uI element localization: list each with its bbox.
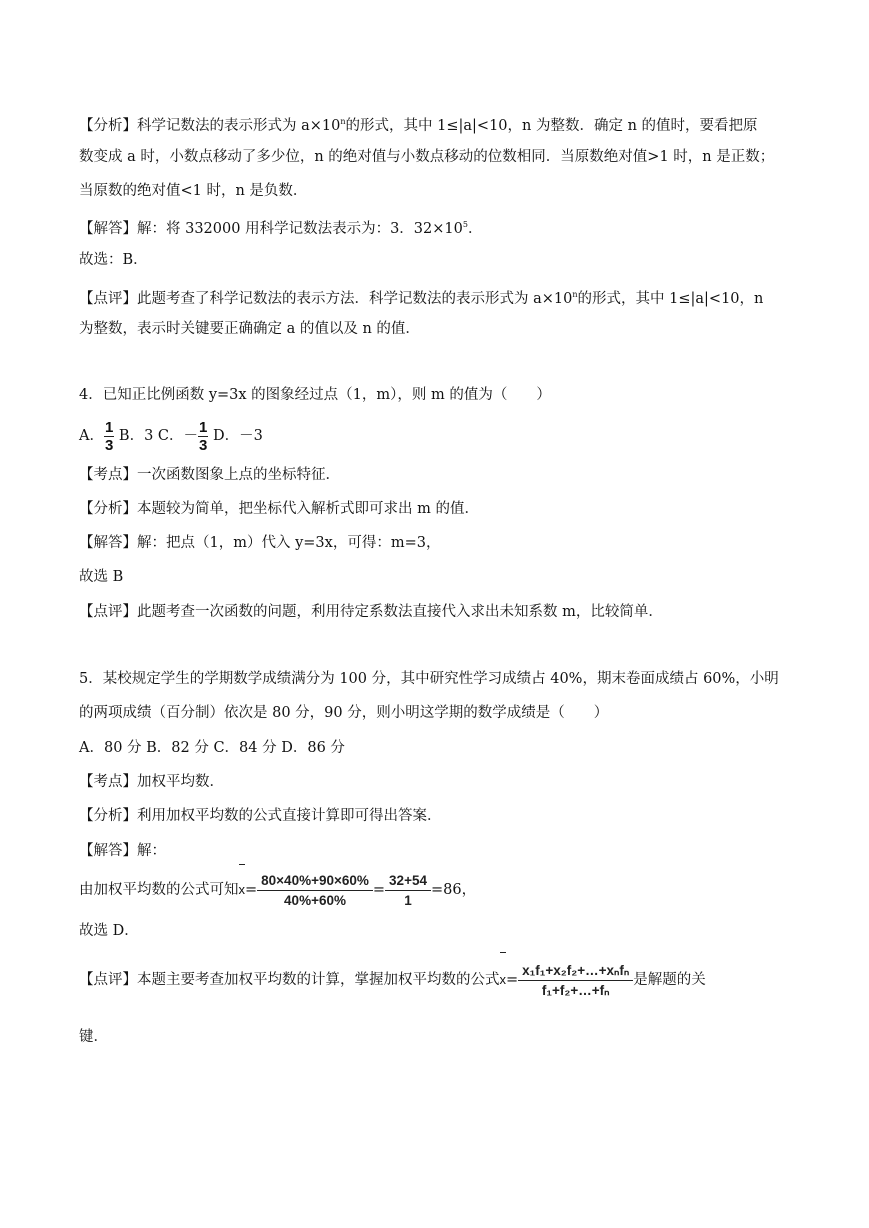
- weighted-mean-general-formula: [518, 963, 633, 998]
- q4-analysis: 【分析】本题较为简单，把坐标代入解析式即可求出 m 的值．: [79, 501, 479, 517]
- q5-formula-line: [79, 870, 476, 910]
- q3-answer: 故选：B．: [79, 252, 148, 268]
- weighted-mean-fraction: [257, 873, 373, 908]
- superscript-n: n: [572, 290, 578, 299]
- q5-comment-line2: 键．: [79, 1029, 108, 1045]
- simplified-fraction: [385, 873, 431, 908]
- q5-options: A．80 分 B．82 分 C．84 分 D．86 分: [79, 740, 345, 756]
- q5-comment-text: 【点评】本题主要考查加权平均数的计算，掌握加权平均数的公式: [79, 972, 500, 988]
- q4-answer: 故选 B: [79, 569, 124, 585]
- option-d-label: D．－3: [208, 428, 263, 444]
- q3-solution: [79, 215, 482, 239]
- q4-stem: 4．已知正比例函数 y=3x 的图象经过点（1，m），则 m 的值为（ ）: [79, 387, 551, 403]
- fraction-numerator: 1: [199, 418, 208, 436]
- q3-solution-end: ．: [467, 221, 483, 237]
- fraction-numerator: x₁f₁+x₂f₂+…+xₙfₙ: [518, 963, 633, 981]
- q3-solution-text: 【解答】解：将 332000 用科学记数法表示为：3．32×10: [79, 221, 463, 237]
- x-bar-symbol: x: [500, 958, 507, 1002]
- q5-stem-line1: 5．某校规定学生的学期数学成绩满分为 100 分，其中研究性学习成绩占 40%，期末卷面成绩占 60%，小明: [79, 671, 779, 687]
- q3-analysis-line3: 当原数的绝对值<1 时，n 是负数．: [79, 183, 308, 199]
- q4-options: [79, 418, 263, 454]
- fraction-numerator: 1: [104, 418, 114, 436]
- fraction-denominator: 3: [199, 436, 208, 454]
- q5-comment-text-end: 是解题的关: [633, 972, 706, 988]
- formula-result: =86，: [430, 882, 477, 898]
- fraction-numerator: 80×40%+90×60%: [257, 873, 373, 891]
- superscript-n: n: [340, 117, 346, 126]
- q3-comment-line2: 为整数，表示时关键要正确确定 a 的值以及 n 的值．: [79, 321, 420, 337]
- option-b-c-label: B．3 C．－: [114, 428, 199, 444]
- q4-comment: 【点评】此题考查一次函数的问题，利用待定系数法直接代入求出未知系数 m，比较简单．: [79, 604, 663, 620]
- q3-analysis-text-b: 的形式，其中 1≤|a|<10，n 为整数．确定 n 的值时，要看把原: [345, 118, 758, 134]
- q4-solution: 【解答】解：把点（1，m）代入 y=3x，可得：m=3，: [79, 535, 441, 551]
- equals-sign: =: [506, 972, 519, 988]
- q5-solution-header: 【解答】解：: [79, 843, 166, 859]
- q3-analysis-line1: [79, 112, 758, 136]
- q4-knowledge-point: 【考点】一次函数图象上点的坐标特征．: [79, 467, 340, 483]
- fraction-denominator: 3: [104, 436, 114, 454]
- option-a-label: A．: [79, 428, 104, 444]
- q5-knowledge-point: 【考点】加权平均数．: [79, 774, 224, 790]
- fraction-denominator: f₁+f₂+…+fₙ: [541, 982, 610, 998]
- q3-comment-line1: [79, 285, 763, 309]
- q5-stem-line2: 的两项成绩（百分制）依次是 80 分，90 分，则小明这学期的数学成绩是（ ）: [79, 705, 609, 721]
- fraction-one-third: [104, 420, 114, 453]
- formula-intro: 由加权平均数的公式可知: [79, 882, 239, 898]
- q5-comment-line1: [79, 958, 706, 1002]
- q3-comment-text-b: 的形式，其中 1≤|a|<10，n: [577, 291, 764, 307]
- q5-analysis: 【分析】利用加权平均数的公式直接计算即可得出答案．: [79, 808, 442, 824]
- equals-sign: =: [372, 882, 386, 898]
- x-bar-symbol: x: [239, 870, 246, 910]
- q3-comment-text-a: 【点评】此题考查了科学记数法的表示方法．科学记数法的表示形式为 a×10: [79, 291, 573, 307]
- q3-analysis-text-a: 【分析】科学记数法的表示形式为 a×10: [79, 118, 341, 134]
- q3-analysis-line2: 数变成 a 时，小数点移动了多少位，n 的绝对值与小数点移动的位数相同．当原数绝对值>1 时，n 是正数；: [79, 149, 775, 165]
- equals-sign: =: [245, 882, 258, 898]
- fraction-denominator: 1: [404, 892, 412, 908]
- q5-answer: 故选 D．: [79, 923, 139, 939]
- superscript-5: 5: [462, 220, 468, 229]
- fraction-numerator: 32+54: [385, 873, 431, 891]
- fraction-one-third-neg: [198, 420, 208, 453]
- fraction-denominator: 40%+60%: [284, 892, 346, 908]
